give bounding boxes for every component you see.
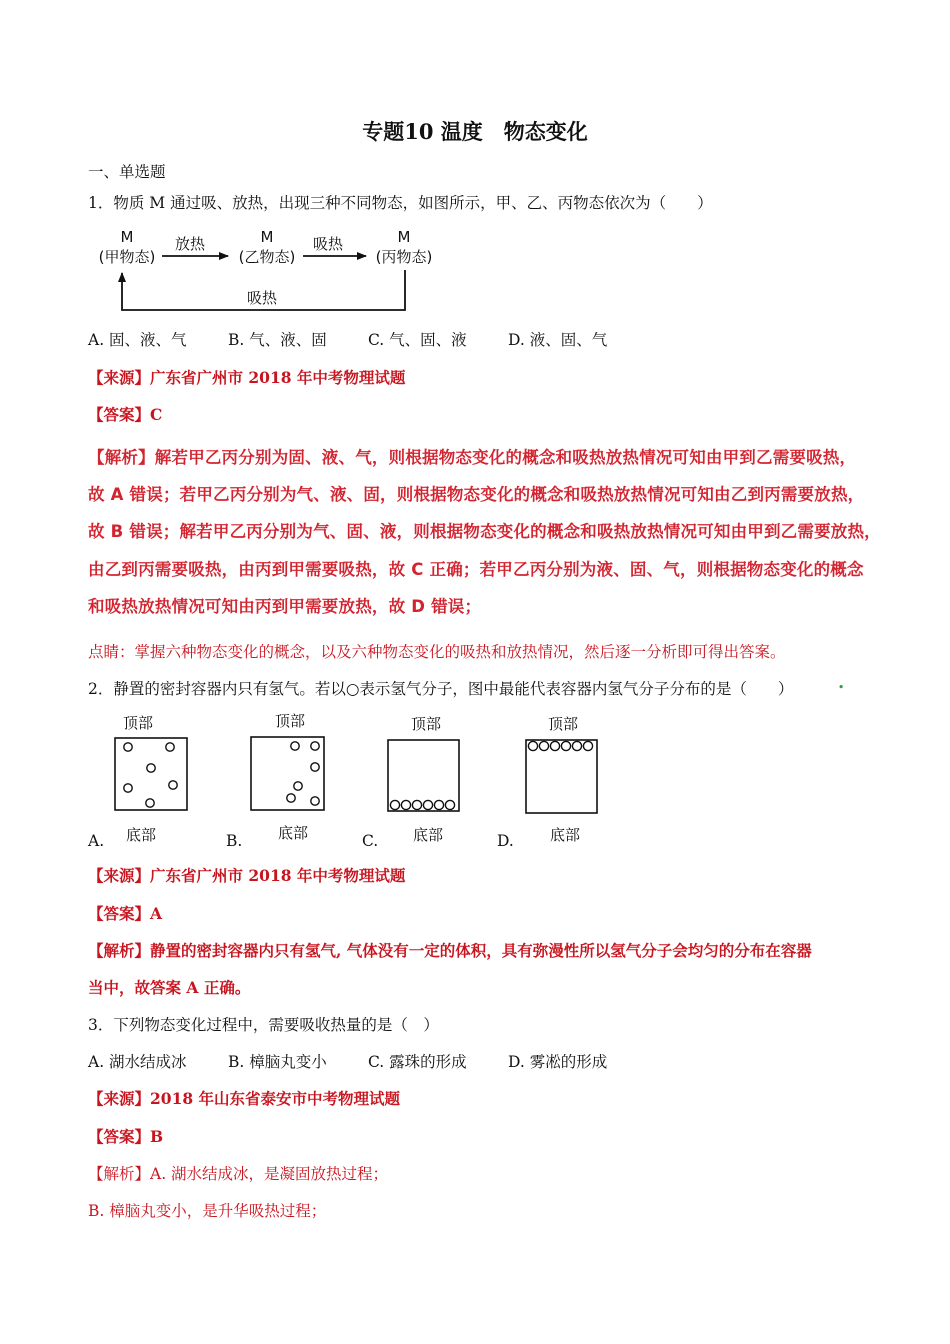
q2-stem-dot: . — [838, 672, 845, 693]
molecule — [166, 743, 174, 751]
molecule — [294, 782, 302, 790]
q1-state-1: (甲物态) — [98, 248, 156, 266]
q1-m-label-2: M — [260, 228, 274, 246]
q3-option-c: C. 露珠的形成 — [368, 1053, 467, 1071]
q3-option-d: D. 雾凇的形成 — [508, 1053, 608, 1071]
q1-tip: 点睛：掌握六种物态变化的概念，以及六种物态变化的吸热和放热情况，然后逐一分析即可得出答案。 — [88, 643, 786, 661]
q2-figure-d — [526, 715, 597, 844]
q2-figure-a-top: 顶部 — [122, 714, 154, 732]
q2-figure-d-letter: D. — [497, 832, 514, 850]
q1-source: 【来源】广东省广州市 2018 年中考物理试题 — [88, 368, 406, 387]
molecule — [528, 741, 537, 750]
q2-figure-a — [115, 714, 187, 844]
q2-figure-b-bottom: 底部 — [277, 824, 309, 842]
molecule — [147, 764, 155, 772]
molecule — [412, 800, 421, 809]
q3-answer: 【答案】B — [88, 1127, 164, 1146]
q2-analysis-line-2: 当中，故答案 A 正确。 — [88, 978, 251, 997]
q2-figure-a-letter: A. — [88, 832, 105, 850]
q2-figure-c-top: 顶部 — [410, 715, 442, 733]
q1-arrow-1-label: 放热 — [174, 235, 206, 253]
q3-analysis-line-2: B. 樟脑丸变小，是升华吸热过程； — [88, 1202, 327, 1220]
q2-figure-b-top: 顶部 — [274, 712, 306, 730]
q3-source: 【来源】2018 年山东省泰安市中考物理试题 — [88, 1089, 401, 1108]
q1-answer: 【答案】C — [88, 405, 163, 424]
molecule — [169, 781, 177, 789]
molecule — [572, 741, 581, 750]
molecule — [445, 800, 454, 809]
molecule — [146, 799, 154, 807]
q1-analysis-line-5: 和吸热放热情况可知由丙到甲需要放热，故 D 错误； — [88, 597, 482, 616]
q3-analysis-line-1 — [88, 1162, 388, 1184]
q1-stem: 1．物质 M 通过吸、放热，出现三种不同物态，如图所示，甲、乙、丙物态依次为（ ） — [88, 194, 713, 212]
molecule — [550, 741, 559, 750]
q3-stem: 3．下列物态变化过程中，需要吸收热量的是（ ） — [88, 1016, 439, 1034]
molecule — [124, 784, 132, 792]
molecule — [311, 797, 319, 805]
molecule — [390, 800, 399, 809]
q2-figure-a-bottom: 底部 — [125, 826, 157, 844]
q2-figure-c — [388, 715, 459, 844]
q2-figure-d-top: 顶部 — [547, 715, 579, 733]
q3-option-b: B. 樟脑丸变小 — [228, 1053, 327, 1071]
q1-option-a: A. 固、液、气 — [88, 331, 187, 349]
molecule — [423, 800, 432, 809]
q2-answer: 【答案】A — [88, 904, 163, 923]
q2-figure-b-letter: B. — [226, 832, 243, 850]
molecule — [291, 742, 299, 750]
q1-m-label-3: M — [397, 228, 411, 246]
q1-m-label-1: M — [120, 228, 134, 246]
q1-arrow-2-label: 吸热 — [312, 235, 344, 253]
q1-analysis-line-3: 故 B 错误；解若甲乙丙分别为气、固、液，则根据物态变化的概念和吸热放热情况可知由甲到乙需要放热， — [88, 522, 881, 541]
section-heading: 一、单选题 — [88, 163, 166, 181]
q2-figure-b — [251, 712, 324, 842]
q2-analysis-line-1: 【解析】静置的密封容器内只有氢气, 气体没有一定的体积，具有弥漫性所以氢气分子会均匀的分布在容器 — [88, 941, 812, 960]
q2-figure-c-letter: C. — [362, 832, 379, 850]
molecule — [401, 800, 410, 809]
q1-option-d: D. 液、固、气 — [508, 331, 608, 349]
q2-figure-d-bottom: 底部 — [549, 826, 581, 844]
q1-option-c: C. 气、固、液 — [368, 331, 467, 349]
molecule — [124, 743, 132, 751]
q1-analysis-line-2: 故 A 错误；若甲乙丙分别为气、液、固，则根据物态变化的概念和吸热放热情况可知由乙到丙需要放热， — [88, 485, 865, 504]
molecule — [561, 741, 570, 750]
q1-option-b: B. 气、液、固 — [228, 331, 327, 349]
molecule — [539, 741, 548, 750]
q1-analysis-line-4: 由乙到丙需要吸热，由丙到甲需要吸热，故 C 正确；若甲乙丙分别为液、固、气，则根据物态变化的概念 — [88, 560, 864, 579]
molecule — [583, 741, 592, 750]
q1-state-3: (丙物态) — [375, 248, 433, 266]
molecule — [287, 794, 295, 802]
molecule — [434, 800, 443, 809]
molecule — [311, 763, 319, 771]
page-title: 专题10 温度 物态变化 — [362, 119, 588, 144]
q3-option-a: A. 湖水结成冰 — [88, 1053, 187, 1071]
q2-source: 【来源】广东省广州市 2018 年中考物理试题 — [88, 866, 406, 885]
q2-stem: 2．静置的密封容器内只有氢气。若以○表示氢气分子，图中最能代表容器内氢气分子分布的是（ ） — [88, 680, 794, 698]
q1-state-2: (乙物态) — [238, 248, 296, 266]
molecule — [311, 742, 319, 750]
q1-arrow-back-label: 吸热 — [246, 289, 278, 307]
q3-analysis-text-1: 【解析】A. 湖水结成冰，是凝固放热过程； — [88, 1165, 389, 1183]
q2-figure-c-bottom: 底部 — [412, 826, 444, 844]
q1-analysis-line-1: 【解析】解若甲乙丙分别为固、液、气，则根据物态变化的概念和吸热放热情况可知由甲到乙需要吸热， — [88, 448, 857, 467]
